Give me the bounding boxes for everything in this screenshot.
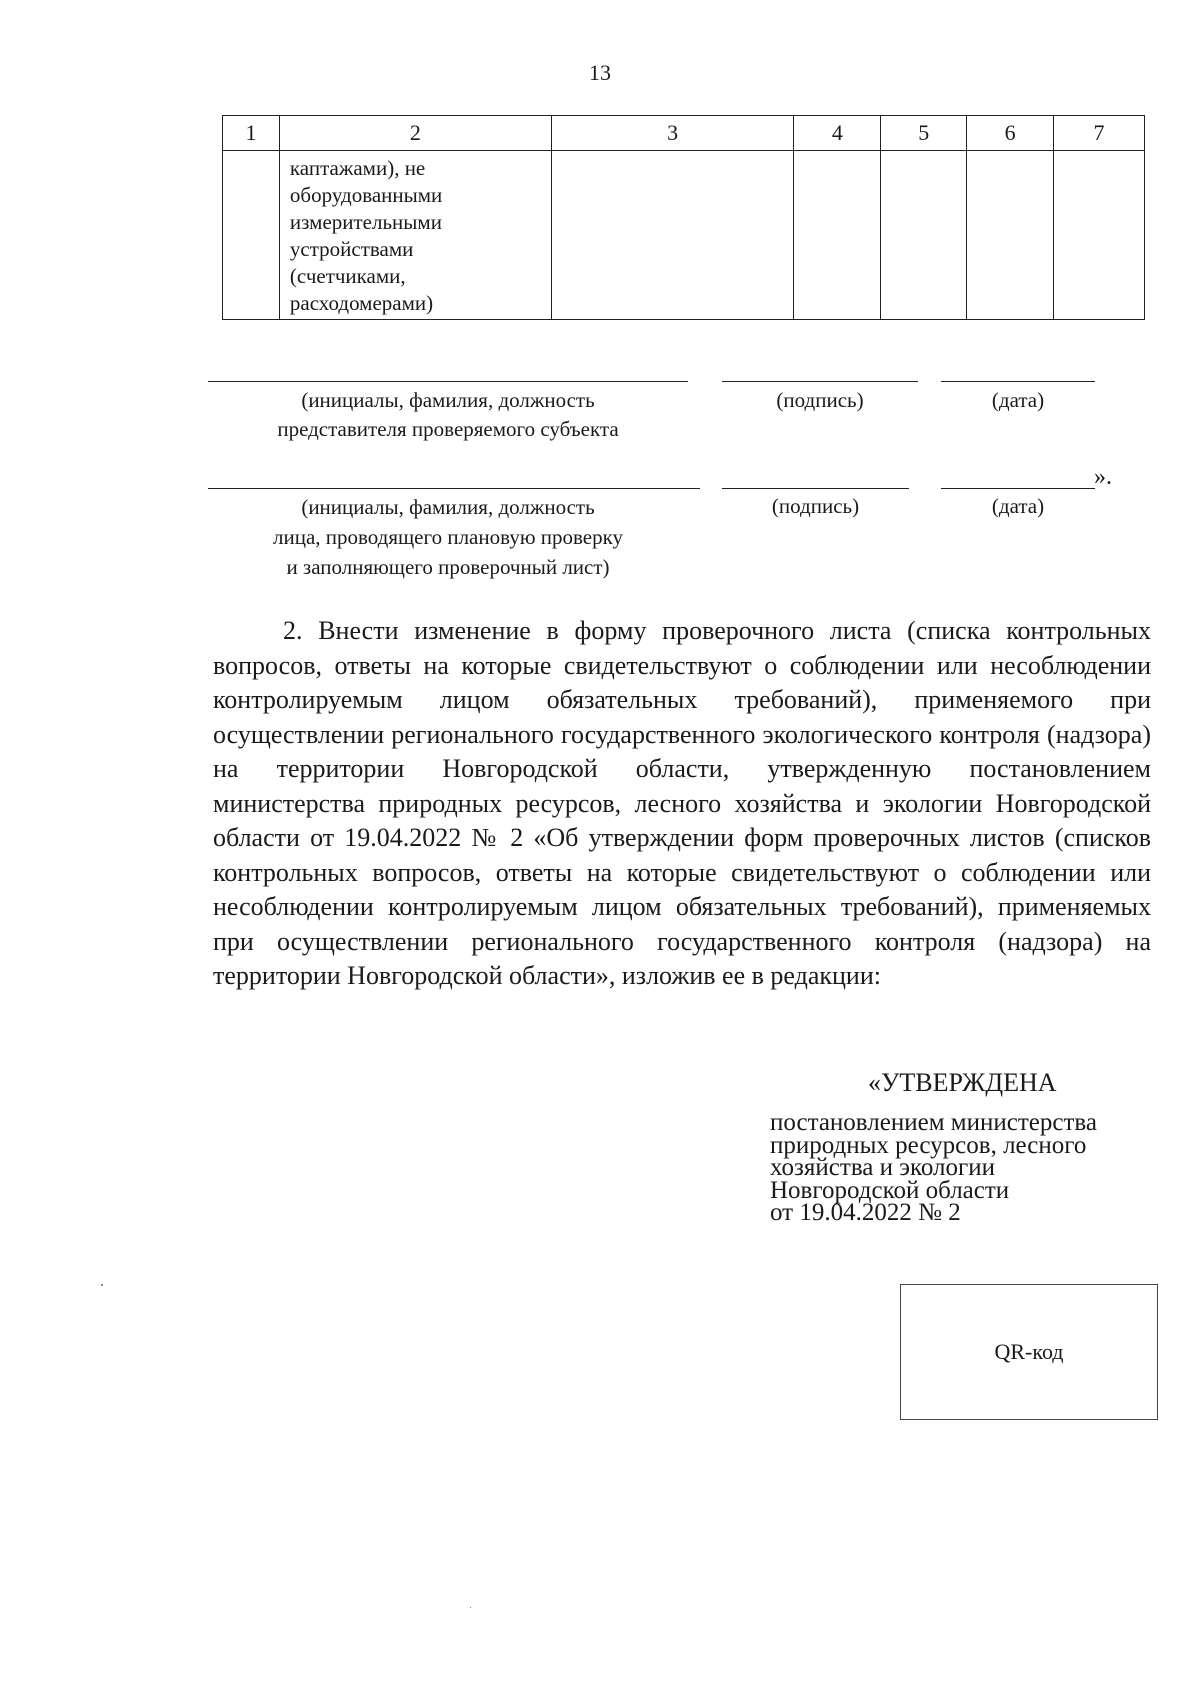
qr-code-placeholder [900, 1284, 1158, 1420]
cell-line: расходомерами) [289, 291, 434, 315]
scan-speck [470, 1607, 471, 1608]
subject-date-line [941, 381, 1095, 382]
cell-line: каптажами), не [289, 156, 426, 180]
subject-name-caption [208, 386, 688, 444]
inspector-name-caption [208, 492, 688, 582]
table-cell [551, 151, 794, 320]
table-header-cell: 3 [551, 116, 794, 151]
amendment-paragraph: 2. Внести изменение в форму проверочного листа (списка контрольных вопросов, ответы на которые свидетельствуют о соблюдении или несоблюдении контролируемым лицом обязательных требований), применяемого при осуществлении регионального государственного экологического контроля (надзора) на территории Новгородской области, утвержденную постановлением министерства природных ресурсов, лесного хозяйства и экологии Новгородской области от 19.04.2022 № 2 «Об утверждении форм проверочных листов (списков контрольных вопросов, ответы на которые свидетельствуют о соблюдении или несоблюдении контролируемым лицом обязательных требований), применяемых при осуществлении регионального государственного контроля (надзора) на территории Новгородской области», изложив ее в редакции: [213, 616, 1151, 990]
subject-date-caption: (дата) [991, 388, 1045, 412]
inspector-signature-line [722, 488, 909, 489]
cell-line: измерительными [289, 210, 442, 234]
table-cell-description [279, 151, 551, 320]
table-header-row [223, 116, 1145, 151]
approval-line: природных ресурсов, лесного [770, 1131, 1087, 1159]
inspector-signature-caption: (подпись) [771, 494, 860, 518]
inspector-date-line [941, 488, 1095, 489]
table-header-cell: 4 [794, 116, 881, 151]
table-cell [223, 151, 280, 320]
inspector-closing-mark: ». [1094, 464, 1112, 490]
table-header-cell: 5 [881, 116, 967, 151]
caption-line: лица, проводящего плановую проверку [272, 525, 624, 549]
approval-line: постановлением министерства [770, 1109, 1097, 1136]
table-header-cell: 6 [967, 116, 1054, 151]
table-cell [794, 151, 881, 320]
page-number: 13 [589, 60, 611, 85]
inspector-name-line [208, 488, 700, 489]
cell-line: (счетчиками, [289, 264, 406, 288]
table-cell [967, 151, 1054, 320]
table-cell [1054, 151, 1145, 320]
approval-line: хозяйства и экологии [770, 1154, 996, 1181]
cell-line: устройствами [289, 237, 414, 261]
approval-title: «УТВЕРЖДЕНА [868, 1068, 1057, 1097]
approval-line: Новгородской области [770, 1176, 1010, 1204]
checklist-table-fragment [222, 115, 1145, 320]
scan-speck [101, 1284, 103, 1286]
subject-signature-caption: (подпись) [776, 388, 864, 412]
table-row [223, 151, 1145, 320]
subject-name-line [208, 381, 688, 382]
cell-line: оборудованными [289, 183, 443, 207]
caption-line: (инициалы, фамилия, должность [301, 388, 595, 412]
qr-label: QR-код [994, 1339, 1064, 1364]
approval-block [770, 1109, 1150, 1226]
inspector-date-caption: (дата) [991, 494, 1045, 518]
table-cell [881, 151, 967, 320]
caption-line: и заполняющего проверочный лист) [286, 555, 610, 579]
table-header-cell: 1 [223, 116, 280, 151]
caption-line: представителя проверяемого субъекта [277, 417, 619, 441]
subject-signature-line [722, 381, 918, 382]
approval-line: от 19.04.2022 № 2 [770, 1199, 961, 1226]
table-header-cell: 7 [1054, 116, 1145, 151]
caption-line: (инициалы, фамилия, должность [301, 495, 595, 519]
table-header-cell: 2 [279, 116, 551, 151]
